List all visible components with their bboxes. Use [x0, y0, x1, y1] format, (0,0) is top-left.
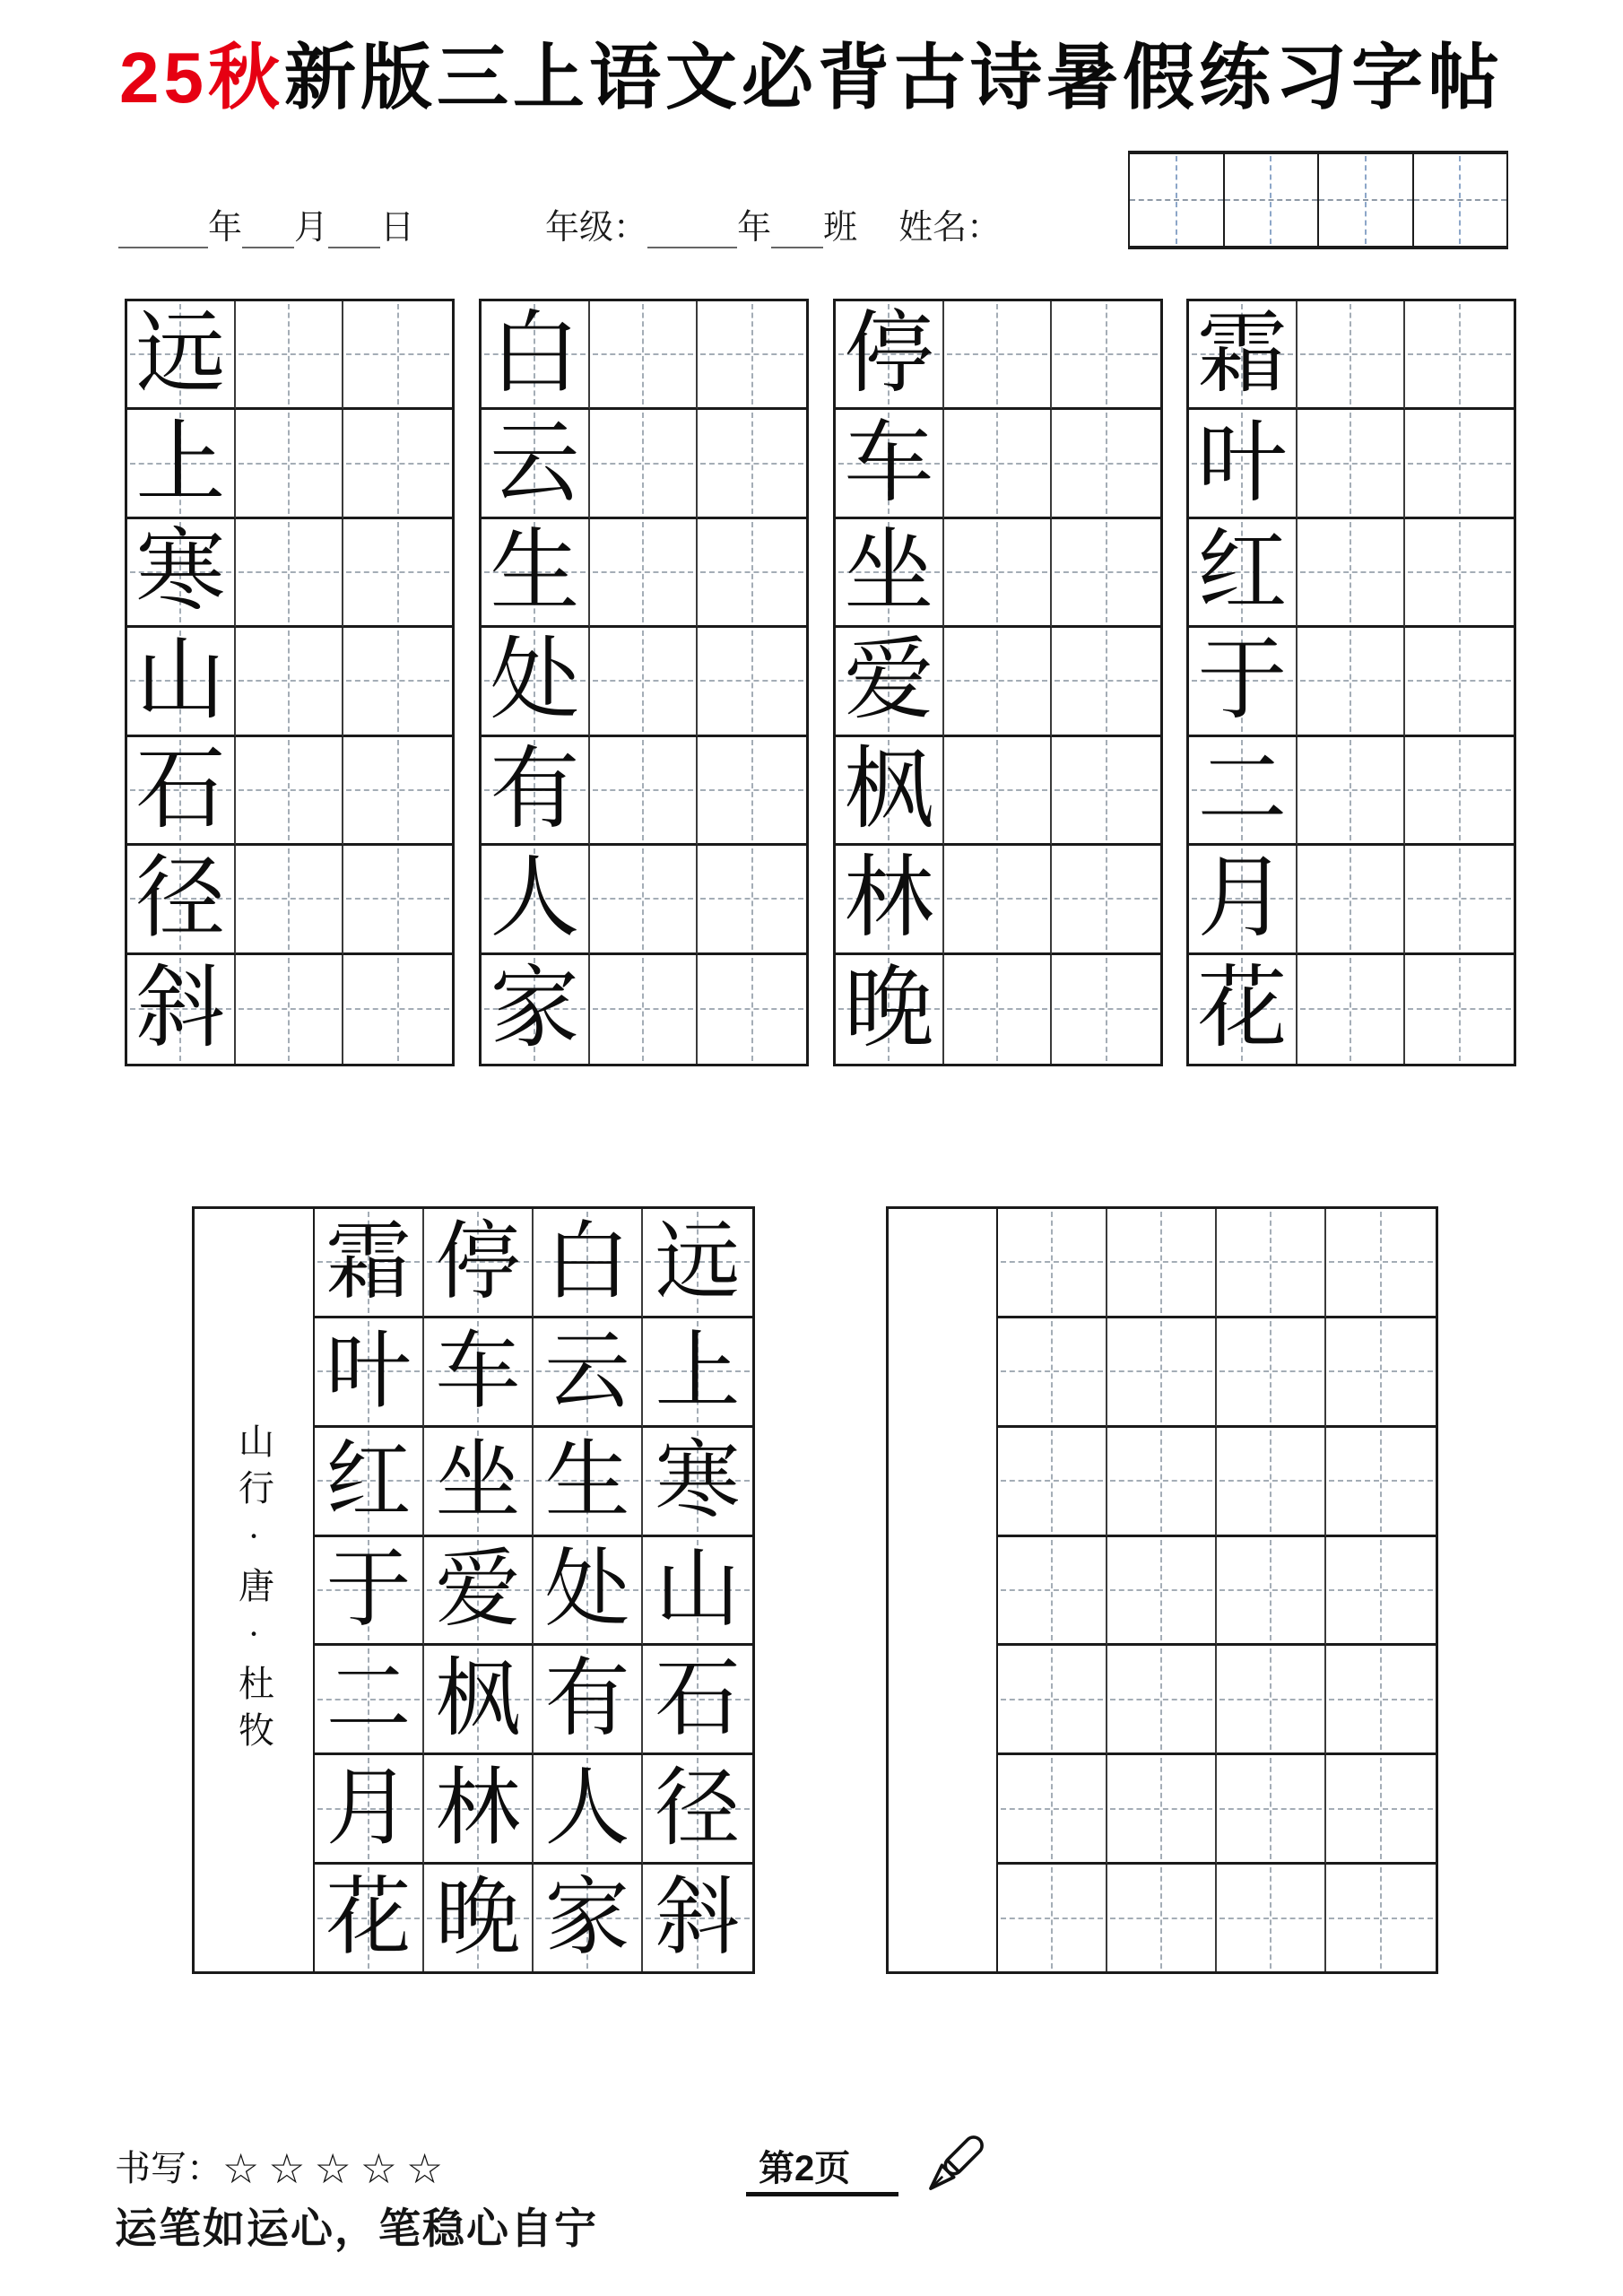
name-grid-cell — [1319, 154, 1414, 246]
rating-stars: ☆☆☆☆☆ — [222, 2145, 453, 2192]
date-month-blank — [242, 211, 294, 248]
model-character: 云 — [544, 1323, 630, 1419]
practice-cell — [1107, 1209, 1217, 1318]
practice-cell — [1107, 1428, 1217, 1537]
practice-cell — [1298, 955, 1406, 1064]
model-character: 霜 — [325, 1213, 412, 1309]
practice-cell — [236, 410, 344, 518]
model-cell — [1189, 737, 1298, 846]
model-cell — [1189, 955, 1298, 1064]
model-character: 车 — [435, 1323, 521, 1419]
model-cell — [482, 846, 590, 954]
model-character: 云 — [490, 413, 580, 513]
date-year-blank — [118, 211, 208, 248]
practice-cell — [236, 955, 344, 1064]
page-number-underline — [746, 2192, 898, 2196]
model-cell — [424, 1428, 534, 1537]
practice-cell — [1217, 1865, 1326, 1971]
grade-year-label: 年 — [737, 209, 772, 247]
model-character: 斜 — [655, 1870, 741, 1966]
model-character: 叶 — [1197, 413, 1288, 513]
practice-cell — [998, 1646, 1107, 1755]
model-cell — [315, 1755, 424, 1865]
model-character: 坐 — [435, 1432, 521, 1528]
name-grid-cell — [1414, 154, 1507, 246]
day-label: 日 — [380, 209, 415, 247]
model-cell — [127, 628, 236, 736]
practice-cell — [1107, 1755, 1217, 1865]
writing-label: 书写： — [115, 2149, 222, 2188]
model-cell — [534, 1865, 643, 1971]
practice-cell — [1217, 1755, 1326, 1865]
model-cell — [127, 519, 236, 628]
model-cell — [836, 955, 944, 1064]
pencil-icon — [904, 2122, 997, 2215]
model-character: 白 — [490, 304, 580, 404]
writing-rating-line — [115, 2140, 452, 2193]
model-cell — [534, 1428, 643, 1537]
model-cell — [424, 1646, 534, 1755]
model-character: 寒 — [655, 1432, 741, 1528]
model-character: 月 — [325, 1761, 412, 1857]
practice-cell — [998, 1428, 1107, 1537]
practice-cell — [698, 737, 806, 846]
practice-cell — [590, 955, 699, 1064]
practice-cell — [1298, 519, 1406, 628]
model-cell — [643, 1755, 752, 1865]
model-character: 石 — [655, 1651, 741, 1747]
model-cell — [534, 1646, 643, 1755]
model-cell — [836, 301, 944, 410]
model-cell — [424, 1537, 534, 1647]
model-character: 白 — [544, 1213, 630, 1309]
model-character: 生 — [544, 1432, 630, 1528]
practice-cell — [1326, 1865, 1436, 1971]
model-character: 有 — [490, 739, 580, 839]
grade-year-blank — [647, 211, 737, 248]
model-character: 坐 — [844, 522, 934, 622]
model-character: 枫 — [435, 1651, 521, 1747]
practice-cell — [1298, 301, 1406, 410]
practice-cell — [944, 737, 1053, 846]
practice-cell — [590, 519, 699, 628]
practice-cell — [998, 1865, 1107, 1971]
model-character: 霜 — [1197, 304, 1288, 404]
model-character: 车 — [844, 413, 934, 513]
model-character: 家 — [544, 1870, 630, 1966]
model-character: 上 — [655, 1323, 741, 1419]
model-character: 远 — [655, 1213, 741, 1309]
model-cell — [534, 1318, 643, 1428]
model-character: 林 — [435, 1761, 521, 1857]
model-cell — [534, 1537, 643, 1647]
model-cell — [1189, 301, 1298, 410]
practice-cell — [343, 628, 452, 736]
practice-cell — [944, 301, 1053, 410]
practice-cell — [998, 1209, 1107, 1318]
empty-side-column — [889, 1209, 998, 1971]
model-character: 爱 — [435, 1542, 521, 1638]
practice-block-2 — [479, 299, 809, 1066]
practice-cell — [944, 410, 1053, 518]
practice-cell — [944, 846, 1053, 954]
model-cell — [315, 1318, 424, 1428]
model-cell — [643, 1318, 752, 1428]
model-character: 山 — [135, 631, 226, 731]
model-cell — [127, 737, 236, 846]
practice-cell — [998, 1318, 1107, 1428]
practice-cell — [1326, 1646, 1436, 1755]
practice-cell — [1405, 846, 1514, 954]
practice-cell — [1107, 1318, 1217, 1428]
practice-cell — [1052, 519, 1160, 628]
practice-cell — [343, 955, 452, 1064]
practice-cell — [1405, 301, 1514, 410]
practice-cell — [1217, 1537, 1326, 1647]
model-character: 处 — [544, 1542, 630, 1638]
model-character: 二 — [1197, 739, 1288, 839]
practice-cell — [998, 1537, 1107, 1647]
model-cell — [127, 955, 236, 1064]
name-label: 姓名： — [898, 209, 1002, 247]
practice-cell — [1107, 1537, 1217, 1647]
poem-copy-grid — [315, 1209, 752, 1971]
model-character: 家 — [490, 959, 580, 1059]
model-character: 寒 — [135, 522, 226, 622]
practice-cell — [698, 519, 806, 628]
practice-cell — [1217, 1209, 1326, 1318]
practice-cell — [944, 955, 1053, 1064]
model-cell — [127, 410, 236, 518]
empty-copy-grid — [998, 1209, 1436, 1971]
grade-class-label: 班 — [823, 209, 858, 247]
name-entry-grid — [1128, 151, 1508, 249]
practice-cell — [944, 519, 1053, 628]
model-character: 月 — [1197, 848, 1288, 949]
practice-cell — [698, 955, 806, 1064]
model-cell — [482, 410, 590, 518]
practice-cell — [343, 519, 452, 628]
model-character: 二 — [325, 1651, 412, 1747]
practice-cell — [590, 410, 699, 518]
model-cell — [424, 1318, 534, 1428]
practice-cell — [698, 846, 806, 954]
model-character: 于 — [1197, 631, 1288, 731]
page-title — [0, 20, 1623, 123]
poem-title-column — [195, 1209, 315, 1971]
model-character: 花 — [325, 1870, 412, 1966]
model-cell — [534, 1209, 643, 1318]
page-title-main: 新版三上语文必背古诗暑假练习字帖 — [283, 38, 1504, 117]
model-cell — [127, 846, 236, 954]
model-cell — [534, 1755, 643, 1865]
practice-cell — [1326, 1755, 1436, 1865]
model-cell — [482, 628, 590, 736]
practice-cell — [590, 628, 699, 736]
practice-cell — [1217, 1646, 1326, 1755]
practice-cell — [1405, 410, 1514, 518]
practice-block-1 — [125, 299, 455, 1066]
model-character: 径 — [135, 848, 226, 949]
practice-cell — [1326, 1318, 1436, 1428]
model-cell — [836, 846, 944, 954]
model-cell — [127, 301, 236, 410]
practice-cell — [1217, 1428, 1326, 1537]
model-cell — [1189, 628, 1298, 736]
practice-cell — [1326, 1428, 1436, 1537]
model-cell — [315, 1537, 424, 1647]
model-character: 于 — [325, 1542, 412, 1638]
model-cell — [836, 628, 944, 736]
model-cell — [643, 1209, 752, 1318]
model-character: 枫 — [844, 739, 934, 839]
model-cell — [482, 301, 590, 410]
practice-cell — [1298, 410, 1406, 518]
practice-cell — [698, 301, 806, 410]
header-line — [118, 199, 1001, 248]
model-character: 晚 — [435, 1870, 521, 1966]
practice-block-3 — [833, 299, 1163, 1066]
poem-vertical-title: 山行·唐·杜牧 — [233, 1422, 274, 1758]
practice-cell — [590, 301, 699, 410]
practice-cell — [998, 1755, 1107, 1865]
model-cell — [315, 1646, 424, 1755]
poem-copy-block — [192, 1206, 755, 1974]
model-character: 人 — [544, 1761, 630, 1857]
model-cell — [836, 410, 944, 518]
practice-cell — [1405, 737, 1514, 846]
model-character: 上 — [135, 413, 226, 513]
empty-copy-block — [886, 1206, 1438, 1974]
practice-cell — [1405, 628, 1514, 736]
model-cell — [1189, 519, 1298, 628]
practice-cell — [1217, 1318, 1326, 1428]
practice-cell — [1107, 1646, 1217, 1755]
practice-cell — [1298, 737, 1406, 846]
model-cell — [643, 1646, 752, 1755]
name-grid-cell — [1130, 154, 1225, 246]
model-character: 林 — [844, 848, 934, 949]
practice-cell — [236, 628, 344, 736]
practice-cell — [236, 301, 344, 410]
model-cell — [424, 1209, 534, 1318]
practice-cell — [1052, 628, 1160, 736]
model-character: 山 — [655, 1542, 741, 1638]
model-cell — [643, 1428, 752, 1537]
model-cell — [836, 519, 944, 628]
practice-cell — [1052, 410, 1160, 518]
model-character: 晚 — [844, 959, 934, 1059]
practice-cell — [236, 846, 344, 954]
practice-cell — [1326, 1209, 1436, 1318]
model-cell — [836, 737, 944, 846]
practice-cell — [590, 846, 699, 954]
model-character: 径 — [655, 1761, 741, 1857]
practice-cell — [1052, 955, 1160, 1064]
model-character: 生 — [490, 522, 580, 622]
month-label: 月 — [294, 209, 329, 247]
model-character: 远 — [135, 304, 226, 404]
model-cell — [315, 1428, 424, 1537]
model-character: 停 — [844, 304, 934, 404]
model-cell — [315, 1209, 424, 1318]
practice-cell — [1107, 1865, 1217, 1971]
model-character: 爱 — [844, 631, 934, 731]
practice-cell — [1052, 301, 1160, 410]
model-character: 人 — [490, 848, 580, 949]
model-cell — [482, 519, 590, 628]
practice-cell — [236, 519, 344, 628]
practice-cell — [1052, 737, 1160, 846]
model-character: 红 — [325, 1432, 412, 1528]
practice-cell — [1405, 519, 1514, 628]
practice-cell — [343, 846, 452, 954]
practice-cell — [1405, 955, 1514, 1064]
date-day-blank — [328, 211, 380, 248]
practice-cell — [1298, 628, 1406, 736]
practice-cell — [343, 301, 452, 410]
model-cell — [643, 1865, 752, 1971]
practice-cell — [698, 628, 806, 736]
practice-cell — [1052, 846, 1160, 954]
practice-cell — [590, 737, 699, 846]
practice-cell — [343, 737, 452, 846]
practice-cell — [343, 410, 452, 518]
model-character: 叶 — [325, 1323, 412, 1419]
model-cell — [315, 1865, 424, 1971]
practice-cell — [944, 628, 1053, 736]
model-cell — [643, 1537, 752, 1647]
model-cell — [482, 955, 590, 1064]
model-cell — [1189, 846, 1298, 954]
model-cell — [424, 1865, 534, 1971]
model-cell — [1189, 410, 1298, 518]
model-cell — [482, 737, 590, 846]
model-cell — [424, 1755, 534, 1865]
practice-cell — [698, 410, 806, 518]
practice-cell — [1326, 1537, 1436, 1647]
grade-label: 年级： — [545, 209, 648, 247]
practice-cell — [1298, 846, 1406, 954]
model-character: 花 — [1197, 959, 1288, 1059]
practice-block-4 — [1186, 299, 1516, 1066]
model-character: 处 — [490, 631, 580, 731]
model-character: 停 — [435, 1213, 521, 1309]
model-character: 斜 — [135, 959, 226, 1059]
page-number: 第2页 — [759, 2149, 851, 2188]
motto-text: 运笔如运心，笔稳心自宁 — [115, 2205, 598, 2252]
year-label: 年 — [208, 209, 243, 247]
grade-class-blank — [771, 211, 823, 248]
model-character: 有 — [544, 1651, 630, 1747]
name-grid-cell — [1225, 154, 1320, 246]
model-character: 石 — [135, 739, 226, 839]
page-title-highlight: 25秋 — [119, 38, 284, 117]
model-character: 红 — [1197, 522, 1288, 622]
practice-cell — [236, 737, 344, 846]
